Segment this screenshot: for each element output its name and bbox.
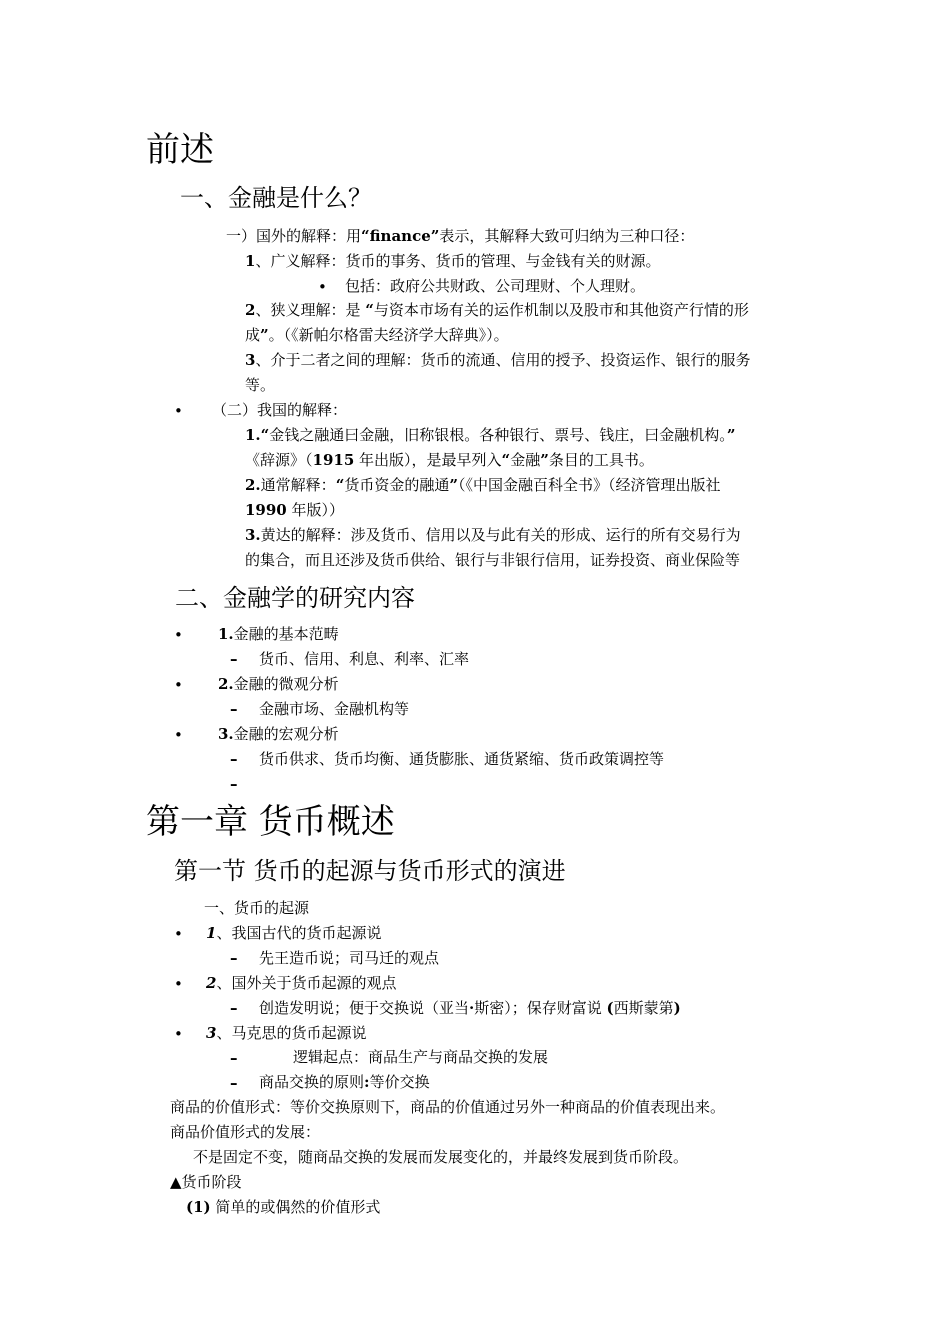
value-dev-detail: 不是固定不变，随商品交换的发展而发展变化的，并最终发展到货币阶段。	[193, 1148, 689, 1166]
money-stage-heading: ▲货币阶段	[170, 1173, 242, 1191]
bullet-icon: •	[174, 1025, 183, 1043]
dash-icon: –	[230, 775, 238, 793]
domestic-item-3-line1: 3.黄达的解释：涉及货币、信用以及与此有关的形成、运行的所有交易行为	[245, 526, 741, 544]
origin-heading: 一、货币的起源	[204, 899, 310, 917]
domestic-heading: （二）我国的解释：	[212, 401, 348, 419]
domestic-item-1-line1: 1.“金钱之融通曰金融，旧称银根。各种银行、票号、钱庄，曰金融机构。”	[245, 426, 736, 444]
dash-icon: –	[230, 1049, 238, 1067]
bullet-icon: •	[174, 676, 183, 694]
dash-icon: –	[230, 650, 238, 668]
dash-icon: –	[230, 999, 238, 1017]
bullet-icon: •	[174, 925, 183, 943]
bullet-icon: •	[174, 975, 183, 993]
section-heading-2: 二、金融学的研究内容	[175, 584, 415, 612]
origin-item-3-sub-1: 逻辑起点：商品生产与商品交换的发展	[293, 1048, 549, 1066]
value-form-text: 商品的价值形式：等价交换原则下，商品的价值通过另外一种商品的价值表现出来。	[170, 1098, 726, 1116]
bullet-icon: •	[174, 726, 183, 744]
value-form-1: (1) 简单的或偶然的价值形式	[186, 1198, 381, 1216]
origin-item-1-sub: 先王造币说；司马迁的观点	[259, 949, 440, 967]
page-title: 前述	[146, 130, 214, 170]
foreign-intro: 一）国外的解释：用“finance”表示，其解释大致可归纳为三种口径：	[226, 227, 695, 245]
dash-icon: –	[230, 949, 238, 967]
research-item-3-sub: 货币供求、货币均衡、通货膨胀、通货紧缩、货币政策调控等	[259, 750, 665, 768]
foreign-item-3-line1: 3、介于二者之间的理解：货币的流通、信用的授予、投资运作、银行的服务	[245, 351, 751, 369]
origin-item-2: 2、国外关于货币起源的观点	[206, 974, 397, 992]
foreign-item-1-sub: 包括：政府公共财政、公司理财、个人理财。	[345, 277, 646, 295]
foreign-item-1: 1、广义解释：货币的事务、货币的管理、与金钱有关的财源。	[245, 252, 661, 270]
research-item-1: 1.金融的基本范畴	[218, 625, 339, 643]
foreign-item-3-line2: 等。	[245, 376, 276, 394]
origin-item-3: 3、马克思的货币起源说	[206, 1024, 367, 1042]
research-item-1-sub: 货币、信用、利息、利率、汇率	[259, 650, 470, 668]
bullet-icon: •	[174, 626, 183, 644]
origin-item-1: 1、我国古代的货币起源说	[206, 924, 382, 942]
origin-item-2-sub: 创造发明说；便于交换说（亚当·斯密）；保存财富说 (西斯蒙第)	[259, 999, 681, 1017]
research-item-3: 3.金融的宏观分析	[218, 725, 339, 743]
research-item-2-sub: 金融市场、金融机构等	[259, 700, 410, 718]
section-title: 第一节 货币的起源与货币形式的演进	[174, 857, 566, 885]
value-dev-text: 商品价值形式的发展：	[170, 1123, 321, 1141]
domestic-item-1-line2: 《辞源》（1915 年出版），是最早列入“金融”条目的工具书。	[245, 451, 654, 469]
domestic-item-2-line1: 2.通常解释：“货币资金的融通”（《中国金融百科全书》（经济管理出版社	[245, 476, 721, 494]
bullet-icon: •	[174, 402, 183, 420]
chapter-title: 第一章 货币概述	[146, 802, 395, 842]
bullet-icon: •	[318, 278, 327, 296]
domestic-item-3-line2: 的集合，而且还涉及货币供给、银行与非银行信用，证券投资、商业保险等	[245, 551, 741, 569]
research-item-2: 2.金融的微观分析	[218, 675, 339, 693]
section-heading-1: 一、金融是什么？	[180, 184, 372, 212]
foreign-item-2-line1: 2、狭义理解：是 “与资本市场有关的运作机制以及股市和其他资产行情的形	[245, 301, 749, 319]
dash-icon: –	[230, 700, 238, 718]
domestic-item-2-line2: 1990 年版））	[245, 501, 345, 519]
foreign-item-2-line2: 成”。（《新帕尔格雷夫经济学大辞典》）。	[245, 326, 509, 344]
dash-icon: –	[230, 750, 238, 768]
origin-item-3-sub-2: 商品交换的原则:等价交换	[259, 1073, 430, 1091]
dash-icon: –	[230, 1074, 238, 1092]
